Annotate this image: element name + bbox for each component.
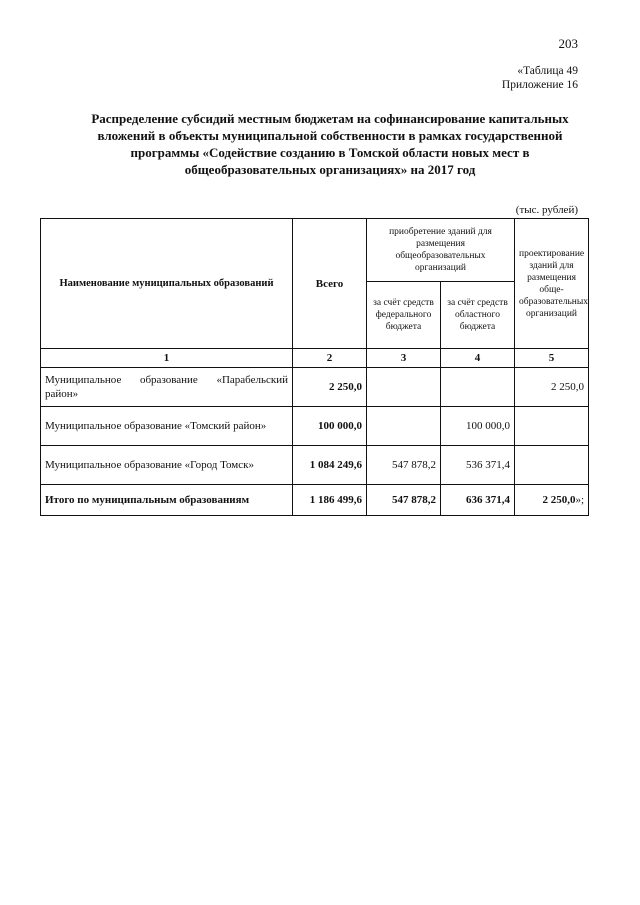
table-row (41, 446, 589, 485)
row-name: Муниципальное образование «Томский район» (41, 407, 293, 446)
row-federal: 547 878,2 (367, 446, 441, 485)
column-number: 1 (41, 349, 293, 368)
unit-note: (тыс. рублей) (515, 204, 578, 216)
table-label: «Таблица 49 (517, 65, 578, 77)
row-total: 1 084 249,6 (293, 446, 367, 485)
summary-row (41, 485, 589, 516)
column-number-row (41, 349, 589, 368)
column-number: 5 (515, 349, 589, 368)
header-purchase-group: приобретение зданий для размещения общеобразовательных организаций (367, 219, 515, 282)
document-title: Распределение субсидий местным бюджетам на софинансирование капитальных вложений в объекты муниципальной собственности в рамках государственной программы «Содействие созданию в Томской области новых мест в общеобразовательных организациях» на 2017 год (91, 111, 569, 177)
row-regional: 100 000,0 (441, 407, 515, 446)
header-total: Всего (293, 219, 367, 349)
subsidy-table (40, 218, 589, 516)
row-regional: 536 371,4 (441, 446, 515, 485)
row-total: 100 000,0 (293, 407, 367, 446)
appendix-label: Приложение 16 (501, 79, 578, 91)
row-design (515, 407, 589, 446)
header-design: проектирование зданий для размещения обще-образовательных организаций (515, 219, 589, 349)
annex-reference (502, 64, 578, 92)
column-number: 3 (367, 349, 441, 368)
row-regional (441, 368, 515, 407)
column-number: 4 (441, 349, 515, 368)
summary-regional: 636 371,4 (441, 485, 515, 516)
row-design: 2 250,0 (515, 368, 589, 407)
row-total: 2 250,0 (293, 368, 367, 407)
column-number: 2 (293, 349, 367, 368)
page-number: 203 (558, 36, 578, 51)
row-federal (367, 407, 441, 446)
summary-federal: 547 878,2 (367, 485, 441, 516)
header-regional: за счёт средств областного бюджета (441, 282, 515, 349)
row-name: Муниципальное образование «Город Томск» (41, 446, 293, 485)
closing-quote: »; (575, 494, 585, 506)
summary-total: 1 186 499,6 (293, 485, 367, 516)
header-federal: за счёт средств федерального бюджета (367, 282, 441, 349)
row-design (515, 446, 589, 485)
summary-design: 2 250,0 (542, 494, 576, 506)
header-name: Наименование муниципальных образований (41, 219, 293, 349)
table-row (41, 368, 589, 407)
summary-design-cell (515, 485, 589, 516)
row-name: Муниципальное образование «Парабельский район» (41, 368, 293, 407)
summary-name: Итого по муниципальным образованиям (41, 485, 293, 516)
table-row (41, 407, 589, 446)
row-federal (367, 368, 441, 407)
